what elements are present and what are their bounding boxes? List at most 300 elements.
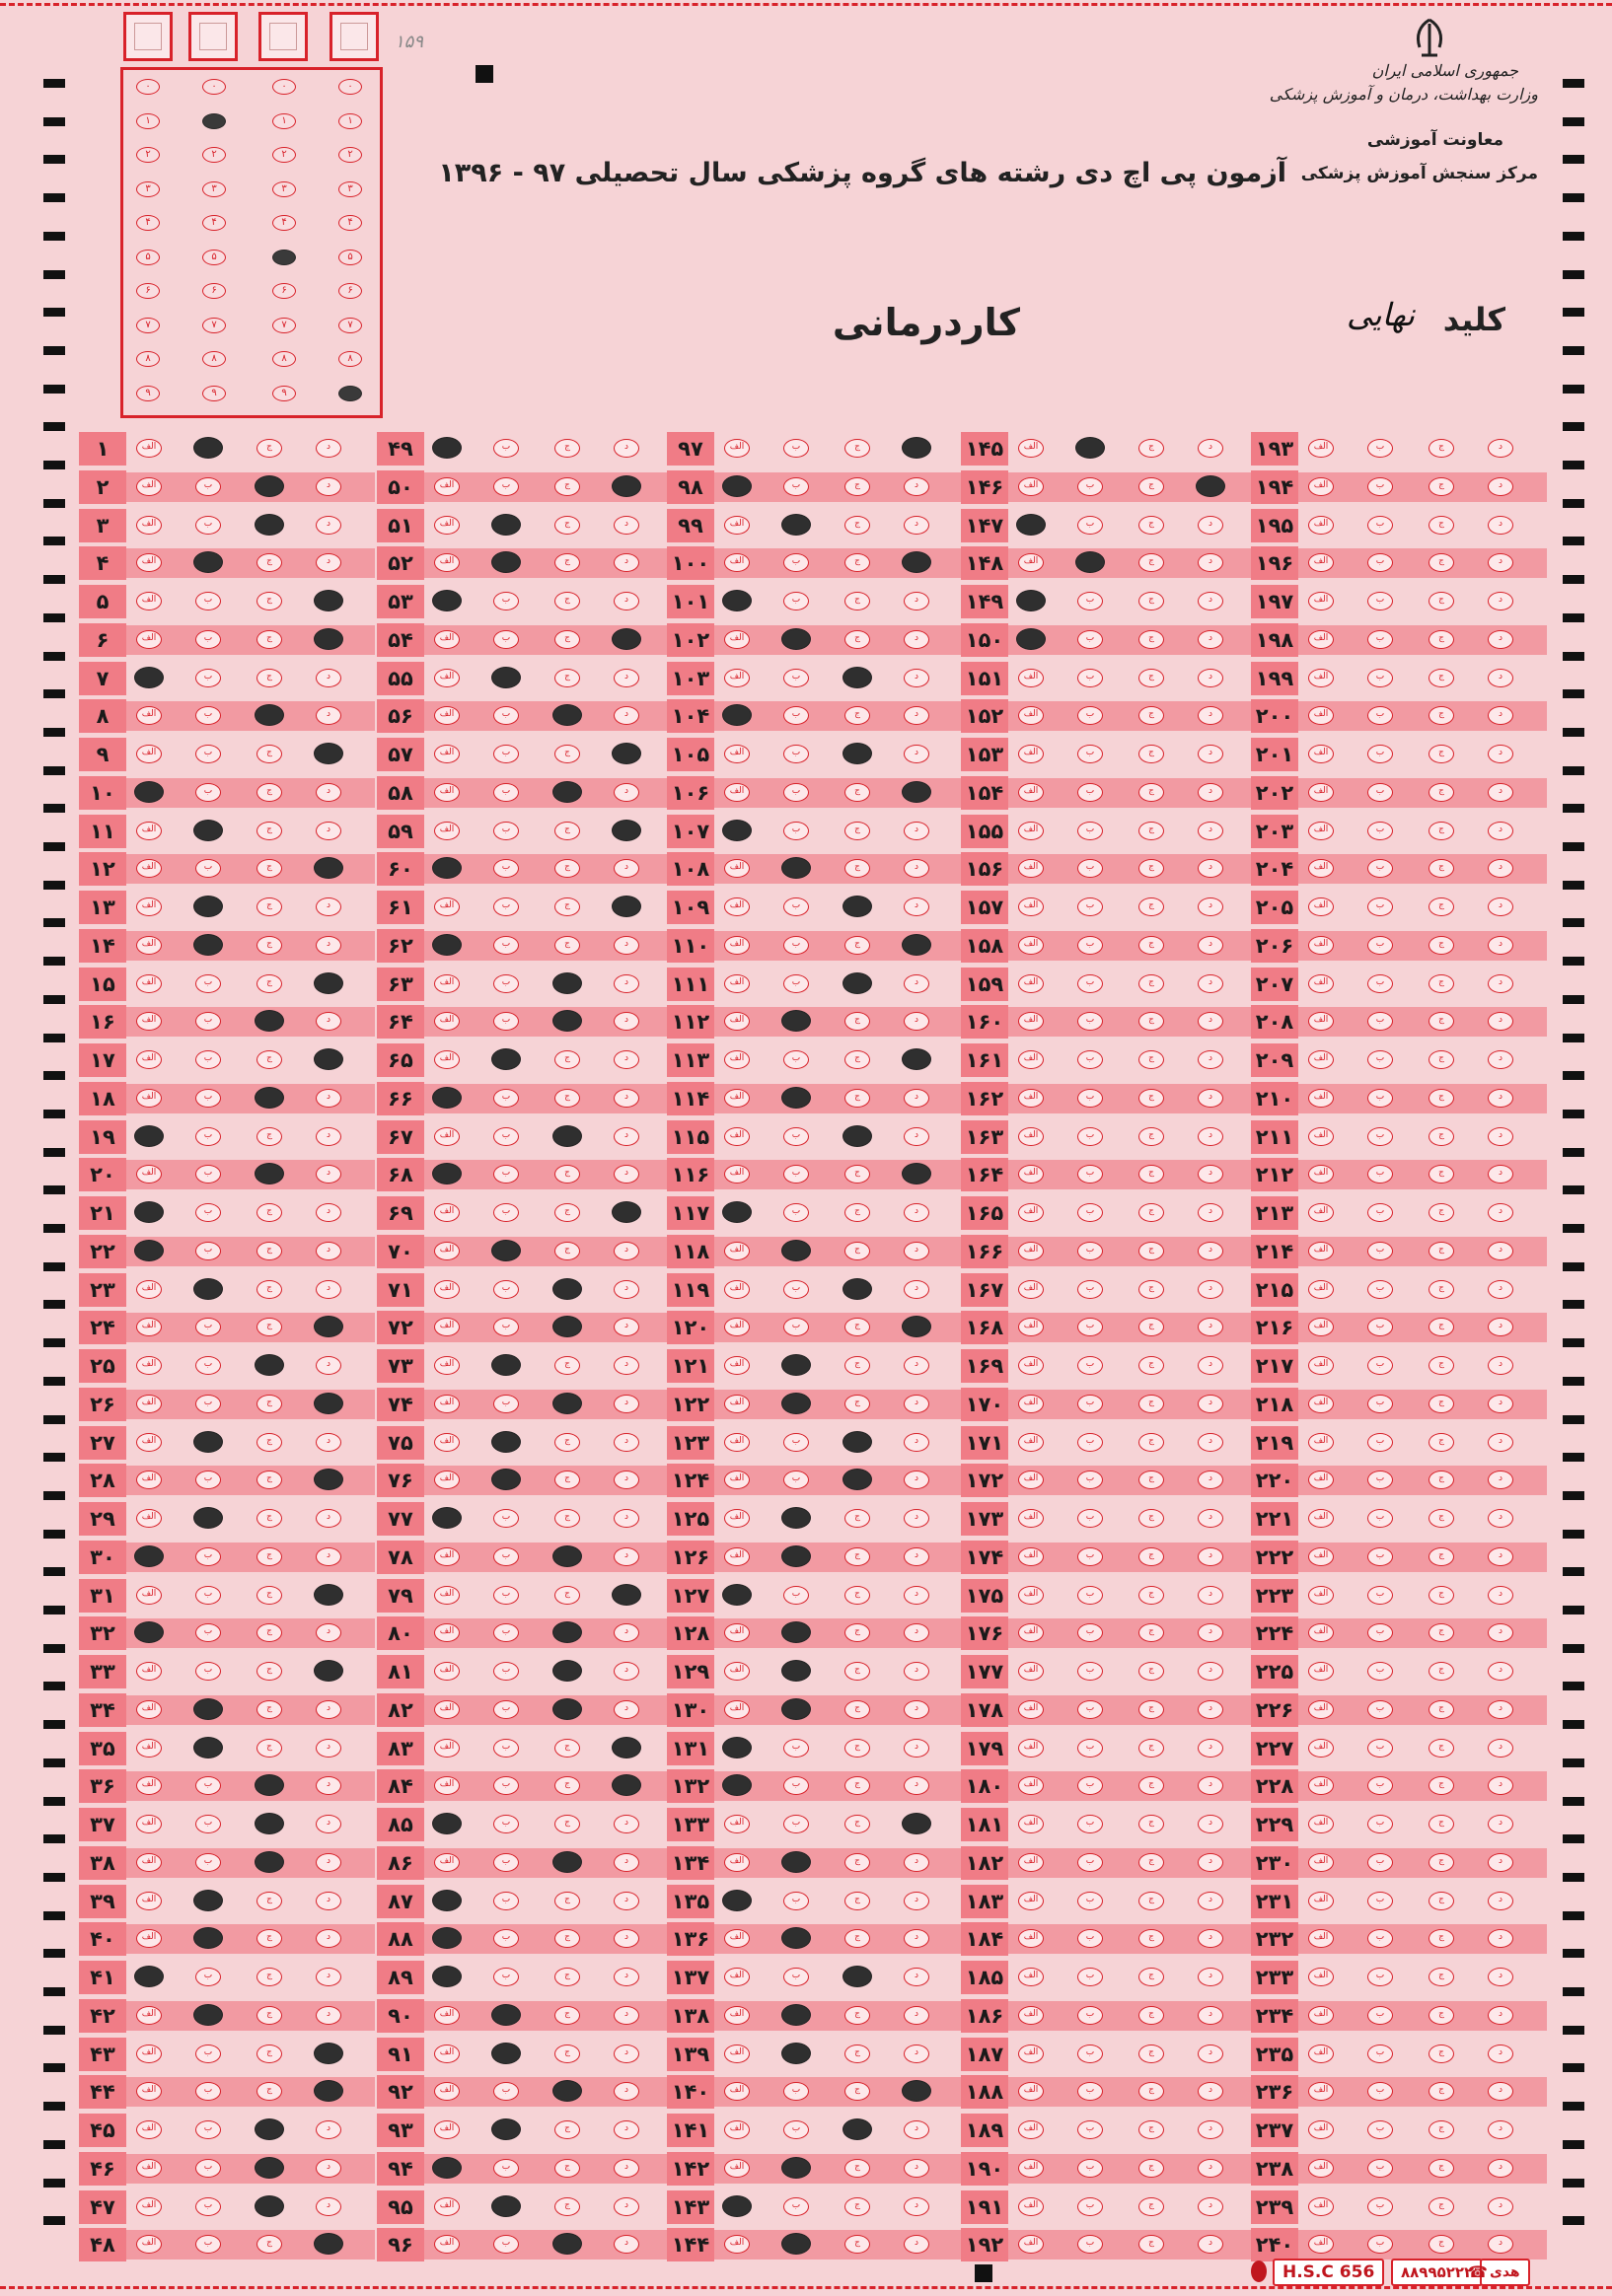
answer-bubble[interactable]: الف (1018, 859, 1044, 878)
answer-bubble[interactable]: ب (493, 1739, 519, 1758)
answer-bubble[interactable]: الف (136, 859, 162, 878)
answer-bubble[interactable] (781, 1507, 811, 1529)
answer-bubble[interactable]: د (1488, 1203, 1513, 1222)
answer-bubble[interactable]: د (1488, 439, 1513, 458)
answer-bubble[interactable]: ج (256, 1471, 282, 1489)
answer-bubble[interactable]: د (1488, 706, 1513, 725)
answer-bubble[interactable]: ب (1077, 1509, 1103, 1528)
answer-bubble[interactable]: الف (1308, 1623, 1334, 1642)
answer-bubble[interactable]: ب (493, 1012, 519, 1031)
answer-bubble[interactable]: د (1488, 2120, 1513, 2139)
answer-bubble[interactable]: ب (1077, 859, 1103, 878)
answer-bubble[interactable]: الف (1018, 439, 1044, 458)
answer-bubble[interactable]: د (614, 439, 639, 458)
answer-bubble[interactable] (552, 1545, 582, 1567)
answer-bubble[interactable]: ب (783, 2197, 809, 2216)
answer-bubble[interactable]: د (904, 974, 929, 993)
answer-bubble[interactable]: ب (1077, 1853, 1103, 1872)
code-digit-bubble[interactable]: ۸ (136, 351, 160, 367)
answer-bubble[interactable]: ب (493, 1509, 519, 1528)
answer-bubble[interactable]: الف (1018, 1547, 1044, 1566)
code-digit-bubble[interactable]: ۴ (202, 215, 226, 231)
answer-bubble[interactable] (432, 1966, 462, 1987)
answer-bubble[interactable]: د (614, 1471, 639, 1489)
answer-bubble[interactable]: د (1198, 745, 1223, 763)
answer-bubble[interactable]: ب (783, 1318, 809, 1336)
answer-bubble[interactable]: الف (1018, 1853, 1044, 1872)
answer-bubble[interactable]: الف (136, 1280, 162, 1299)
answer-bubble[interactable]: د (1488, 1853, 1513, 1872)
answer-bubble[interactable]: د (1488, 669, 1513, 687)
answer-bubble[interactable]: د (904, 1776, 929, 1795)
answer-bubble[interactable]: د (614, 1433, 639, 1452)
answer-bubble[interactable]: ب (1367, 2082, 1393, 2101)
answer-bubble[interactable]: ب (783, 706, 809, 725)
answer-bubble[interactable]: الف (1308, 1586, 1334, 1605)
answer-bubble[interactable]: الف (1308, 936, 1334, 955)
answer-bubble[interactable]: د (1488, 553, 1513, 572)
answer-bubble[interactable]: ب (783, 822, 809, 840)
answer-bubble[interactable]: الف (136, 2120, 162, 2139)
answer-bubble[interactable]: ج (844, 1700, 870, 1719)
answer-bubble[interactable]: ب (1077, 1586, 1103, 1605)
answer-bubble[interactable]: ب (783, 592, 809, 610)
answer-bubble[interactable]: ج (1138, 1280, 1164, 1299)
answer-bubble[interactable]: ب (1077, 2045, 1103, 2063)
answer-bubble[interactable]: ج (844, 1623, 870, 1642)
answer-bubble[interactable]: د (1488, 1356, 1513, 1375)
answer-bubble[interactable]: د (1488, 1700, 1513, 1719)
answer-bubble[interactable]: الف (1018, 1509, 1044, 1528)
answer-bubble[interactable]: ج (844, 630, 870, 649)
answer-bubble[interactable]: د (904, 1662, 929, 1681)
answer-bubble[interactable] (314, 1660, 343, 1682)
answer-bubble[interactable]: ج (1138, 2082, 1164, 2101)
answer-bubble[interactable] (612, 820, 641, 841)
answer-bubble[interactable]: ب (1367, 439, 1393, 458)
answer-bubble[interactable]: ج (1429, 1242, 1454, 1260)
answer-bubble[interactable]: د (316, 477, 341, 496)
answer-bubble[interactable] (314, 628, 343, 650)
answer-bubble[interactable]: الف (136, 1395, 162, 1413)
answer-bubble[interactable]: الف (724, 1089, 750, 1108)
answer-bubble[interactable] (902, 437, 931, 459)
answer-bubble[interactable]: ج (1138, 1242, 1164, 1260)
answer-bubble[interactable]: الف (724, 936, 750, 955)
answer-bubble[interactable]: د (614, 1623, 639, 1642)
answer-bubble[interactable]: الف (1308, 2045, 1334, 2063)
answer-bubble[interactable]: ج (1138, 2235, 1164, 2254)
answer-bubble[interactable]: الف (1308, 1776, 1334, 1795)
answer-bubble[interactable]: ب (1077, 1203, 1103, 1222)
answer-bubble[interactable]: ج (844, 477, 870, 496)
answer-bubble[interactable]: الف (1308, 1471, 1334, 1489)
answer-bubble[interactable]: ج (256, 1968, 282, 1986)
answer-bubble[interactable]: الف (1308, 1892, 1334, 1910)
answer-bubble[interactable]: الف (1308, 1433, 1334, 1452)
answer-bubble[interactable]: ج (256, 1127, 282, 1146)
answer-bubble[interactable]: ب (195, 783, 221, 802)
answer-bubble[interactable]: د (316, 553, 341, 572)
answer-bubble[interactable] (612, 896, 641, 917)
answer-bubble[interactable]: ج (1429, 1662, 1454, 1681)
answer-bubble[interactable]: الف (136, 1662, 162, 1681)
code-digit-bubble[interactable]: ۹ (136, 386, 160, 401)
answer-bubble[interactable]: الف (1308, 1662, 1334, 1681)
answer-bubble[interactable] (491, 667, 521, 688)
answer-bubble[interactable]: الف (434, 2197, 460, 2216)
answer-bubble[interactable] (781, 1240, 811, 1261)
answer-bubble[interactable]: ب (1367, 2045, 1393, 2063)
answer-bubble[interactable]: الف (434, 1662, 460, 1681)
answer-bubble[interactable]: د (904, 2159, 929, 2178)
answer-bubble[interactable]: الف (434, 1547, 460, 1566)
answer-bubble[interactable]: د (1488, 1929, 1513, 1948)
answer-bubble[interactable]: ب (1367, 1853, 1393, 1872)
answer-bubble[interactable]: ج (844, 1203, 870, 1222)
answer-bubble[interactable]: الف (1308, 1127, 1334, 1146)
answer-bubble[interactable]: ب (1367, 1012, 1393, 1031)
answer-bubble[interactable] (432, 2157, 462, 2179)
answer-bubble[interactable]: ج (1138, 439, 1164, 458)
answer-bubble[interactable]: ج (256, 592, 282, 610)
answer-bubble[interactable]: ب (1367, 1050, 1393, 1069)
answer-bubble[interactable]: ب (1077, 1700, 1103, 1719)
answer-bubble[interactable] (314, 972, 343, 994)
answer-bubble[interactable] (134, 1545, 164, 1567)
answer-bubble[interactable]: الف (434, 1203, 460, 1222)
answer-bubble[interactable]: د (316, 1968, 341, 1986)
answer-bubble[interactable]: الف (434, 1356, 460, 1375)
answer-bubble[interactable]: ب (195, 669, 221, 687)
answer-bubble[interactable]: الف (1018, 1395, 1044, 1413)
answer-bubble[interactable]: ب (493, 1586, 519, 1605)
answer-bubble[interactable]: د (1198, 592, 1223, 610)
answer-bubble[interactable]: الف (434, 1776, 460, 1795)
answer-bubble[interactable]: ب (1077, 1165, 1103, 1184)
code-digit-bubble[interactable]: ۳ (202, 181, 226, 197)
answer-bubble[interactable]: ب (1367, 1356, 1393, 1375)
answer-bubble[interactable]: الف (136, 1892, 162, 1910)
answer-bubble[interactable]: الف (1308, 477, 1334, 496)
answer-bubble[interactable]: الف (1308, 630, 1334, 649)
answer-bubble[interactable]: د (1198, 1395, 1223, 1413)
answer-bubble[interactable]: ب (1077, 1089, 1103, 1108)
answer-bubble[interactable]: الف (1308, 706, 1334, 725)
answer-bubble[interactable] (193, 2004, 223, 2026)
answer-bubble[interactable]: ج (844, 2159, 870, 2178)
answer-bubble[interactable]: د (1488, 1547, 1513, 1566)
answer-bubble[interactable]: ج (844, 936, 870, 955)
answer-bubble[interactable]: الف (1018, 1280, 1044, 1299)
answer-bubble[interactable]: الف (136, 516, 162, 535)
answer-bubble[interactable]: ب (783, 1471, 809, 1489)
answer-bubble[interactable]: الف (1018, 745, 1044, 763)
answer-bubble[interactable] (134, 1201, 164, 1223)
answer-bubble[interactable]: ب (493, 1280, 519, 1299)
answer-bubble[interactable]: د (904, 1356, 929, 1375)
answer-bubble[interactable]: د (1198, 1318, 1223, 1336)
answer-bubble[interactable]: ج (256, 822, 282, 840)
answer-bubble[interactable]: ب (1077, 2082, 1103, 2101)
answer-bubble[interactable] (255, 2157, 284, 2179)
answer-bubble[interactable]: د (904, 1280, 929, 1299)
answer-bubble[interactable]: الف (434, 974, 460, 993)
answer-bubble[interactable]: ج (1138, 936, 1164, 955)
answer-bubble[interactable]: ج (1429, 2197, 1454, 2216)
answer-bubble[interactable]: ج (1138, 669, 1164, 687)
answer-bubble[interactable]: ج (1138, 1853, 1164, 1872)
answer-bubble[interactable] (1075, 437, 1105, 459)
answer-bubble[interactable] (781, 514, 811, 536)
answer-bubble[interactable]: د (614, 2120, 639, 2139)
answer-bubble[interactable]: د (1488, 1623, 1513, 1642)
answer-bubble[interactable]: د (1198, 2159, 1223, 2178)
answer-bubble[interactable]: د (904, 2006, 929, 2025)
answer-bubble[interactable]: الف (434, 822, 460, 840)
answer-bubble[interactable]: الف (1308, 2082, 1334, 2101)
answer-bubble[interactable]: ج (1429, 2120, 1454, 2139)
answer-bubble[interactable]: الف (1018, 783, 1044, 802)
answer-bubble[interactable]: ب (195, 1395, 221, 1413)
answer-bubble[interactable]: ب (493, 1662, 519, 1681)
answer-bubble[interactable]: ب (1077, 936, 1103, 955)
answer-bubble[interactable]: ج (256, 1547, 282, 1566)
answer-bubble[interactable]: د (1488, 2159, 1513, 2178)
answer-bubble[interactable] (612, 628, 641, 650)
answer-bubble[interactable]: د (316, 706, 341, 725)
answer-bubble[interactable]: ب (1367, 2159, 1393, 2178)
answer-bubble[interactable]: ب (1077, 1815, 1103, 1833)
answer-bubble[interactable]: ب (493, 592, 519, 610)
code-digit-bubble[interactable]: ۰ (136, 79, 160, 95)
code-digit-bubble[interactable]: ۴ (338, 215, 362, 231)
answer-bubble[interactable]: د (1198, 897, 1223, 916)
answer-bubble[interactable]: ب (1367, 2120, 1393, 2139)
answer-bubble[interactable]: الف (1018, 553, 1044, 572)
code-digit-bubble[interactable]: ۵ (202, 250, 226, 265)
answer-bubble[interactable]: الف (724, 1280, 750, 1299)
answer-bubble[interactable]: ب (195, 974, 221, 993)
answer-bubble[interactable] (491, 1240, 521, 1261)
answer-bubble[interactable]: ج (844, 1776, 870, 1795)
answer-bubble[interactable]: الف (434, 669, 460, 687)
answer-bubble[interactable]: ب (493, 1547, 519, 1566)
answer-bubble[interactable]: ج (844, 2045, 870, 2063)
answer-bubble[interactable] (781, 1660, 811, 1682)
answer-bubble[interactable] (314, 1048, 343, 1070)
answer-bubble[interactable] (491, 1431, 521, 1453)
answer-bubble[interactable]: ب (195, 1968, 221, 1986)
answer-bubble[interactable]: الف (136, 1929, 162, 1948)
answer-bubble[interactable]: ب (493, 1203, 519, 1222)
answer-bubble[interactable]: الف (724, 1356, 750, 1375)
answer-bubble[interactable]: الف (434, 1318, 460, 1336)
answer-bubble[interactable]: الف (136, 745, 162, 763)
answer-bubble[interactable]: ب (195, 1662, 221, 1681)
answer-bubble[interactable]: د (614, 516, 639, 535)
answer-bubble[interactable]: ج (554, 1165, 580, 1184)
answer-bubble[interactable]: الف (434, 2082, 460, 2101)
answer-bubble[interactable]: الف (1308, 669, 1334, 687)
answer-bubble[interactable] (902, 1048, 931, 1070)
answer-bubble[interactable]: الف (1308, 553, 1334, 572)
answer-bubble[interactable]: الف (1018, 1356, 1044, 1375)
answer-bubble[interactable]: ب (1077, 1662, 1103, 1681)
answer-bubble[interactable]: الف (724, 1968, 750, 1986)
answer-bubble[interactable]: ب (195, 859, 221, 878)
answer-bubble[interactable]: ج (1138, 1739, 1164, 1758)
answer-bubble[interactable]: الف (724, 1395, 750, 1413)
answer-bubble[interactable]: الف (136, 1815, 162, 1833)
answer-bubble[interactable]: ج (1429, 1929, 1454, 1948)
answer-bubble[interactable]: الف (1308, 516, 1334, 535)
answer-bubble[interactable]: ج (1429, 2159, 1454, 2178)
answer-bubble[interactable]: ب (1077, 1356, 1103, 1375)
answer-bubble[interactable]: الف (434, 706, 460, 725)
answer-bubble[interactable]: ب (1367, 859, 1393, 878)
answer-bubble[interactable]: الف (434, 783, 460, 802)
answer-bubble[interactable]: الف (724, 1700, 750, 1719)
answer-bubble[interactable]: الف (136, 897, 162, 916)
answer-bubble[interactable]: الف (136, 2235, 162, 2254)
answer-bubble[interactable]: د (1198, 2235, 1223, 2254)
answer-bubble[interactable]: د (614, 1395, 639, 1413)
answer-bubble[interactable]: ج (1429, 553, 1454, 572)
answer-bubble[interactable]: الف (1018, 1739, 1044, 1758)
answer-bubble[interactable]: ج (1429, 1318, 1454, 1336)
answer-bubble[interactable]: د (1198, 2197, 1223, 2216)
answer-bubble[interactable]: ج (1138, 1089, 1164, 1108)
answer-bubble[interactable]: ب (1077, 592, 1103, 610)
answer-bubble[interactable]: ب (493, 706, 519, 725)
answer-bubble[interactable]: الف (136, 1853, 162, 1872)
answer-bubble[interactable]: ب (1077, 974, 1103, 993)
answer-bubble[interactable]: ج (1429, 516, 1454, 535)
answer-bubble[interactable]: ب (1367, 1280, 1393, 1299)
answer-bubble[interactable]: الف (136, 1165, 162, 1184)
answer-bubble[interactable]: ب (195, 1012, 221, 1031)
answer-bubble[interactable]: ج (1429, 822, 1454, 840)
answer-bubble[interactable]: ب (783, 783, 809, 802)
answer-bubble[interactable]: الف (724, 1012, 750, 1031)
answer-bubble[interactable]: الف (434, 2120, 460, 2139)
answer-bubble[interactable] (552, 972, 582, 994)
answer-bubble[interactable]: د (614, 2045, 639, 2063)
answer-bubble[interactable]: الف (1308, 1050, 1334, 1069)
code-digit-bubble[interactable]: ۳ (338, 181, 362, 197)
answer-bubble[interactable]: ج (1429, 630, 1454, 649)
answer-bubble[interactable]: الف (434, 553, 460, 572)
answer-bubble[interactable]: د (1198, 1127, 1223, 1146)
answer-bubble[interactable]: الف (1018, 2045, 1044, 2063)
answer-bubble[interactable]: ج (1429, 439, 1454, 458)
answer-bubble[interactable]: ج (554, 1433, 580, 1452)
answer-bubble[interactable] (1016, 514, 1046, 536)
answer-bubble[interactable]: ج (554, 2120, 580, 2139)
answer-bubble[interactable]: ب (493, 439, 519, 458)
answer-bubble[interactable]: د (904, 2235, 929, 2254)
answer-bubble[interactable] (314, 2043, 343, 2064)
answer-bubble[interactable]: ج (554, 1586, 580, 1605)
answer-bubble[interactable]: ج (1429, 1280, 1454, 1299)
answer-bubble[interactable]: د (904, 1623, 929, 1642)
answer-bubble[interactable]: ج (554, 1892, 580, 1910)
answer-bubble[interactable]: ب (783, 1815, 809, 1833)
answer-bubble[interactable]: ج (256, 1203, 282, 1222)
answer-bubble[interactable]: الف (434, 1242, 460, 1260)
answer-bubble[interactable]: الف (434, 1050, 460, 1069)
answer-bubble[interactable]: د (1488, 477, 1513, 496)
answer-bubble[interactable]: ب (493, 859, 519, 878)
answer-bubble[interactable]: ج (1429, 1127, 1454, 1146)
answer-bubble[interactable]: ج (1429, 477, 1454, 496)
answer-bubble[interactable]: ب (195, 1853, 221, 1872)
answer-bubble[interactable]: الف (724, 439, 750, 458)
answer-bubble[interactable]: د (614, 2159, 639, 2178)
answer-bubble[interactable]: ب (195, 2235, 221, 2254)
answer-bubble[interactable]: ج (844, 706, 870, 725)
answer-bubble[interactable]: ج (554, 553, 580, 572)
answer-bubble[interactable]: ج (256, 1892, 282, 1910)
answer-bubble[interactable]: ب (783, 1050, 809, 1069)
answer-bubble[interactable]: ج (844, 1853, 870, 1872)
answer-bubble[interactable]: الف (434, 2045, 460, 2063)
answer-bubble[interactable]: ج (844, 1662, 870, 1681)
answer-bubble[interactable]: ج (554, 2006, 580, 2025)
answer-bubble[interactable]: د (614, 1509, 639, 1528)
answer-bubble[interactable]: الف (1308, 1815, 1334, 1833)
answer-bubble[interactable]: الف (1308, 1395, 1334, 1413)
answer-bubble[interactable]: د (614, 1242, 639, 1260)
answer-bubble[interactable]: د (1488, 2235, 1513, 2254)
answer-bubble[interactable]: د (614, 553, 639, 572)
answer-bubble[interactable]: ج (1429, 1165, 1454, 1184)
answer-bubble[interactable]: ج (1138, 1050, 1164, 1069)
answer-bubble[interactable] (552, 1125, 582, 1147)
answer-bubble[interactable] (612, 1584, 641, 1606)
code-digit-bubble[interactable]: ۲ (338, 147, 362, 163)
code-digit-bubble[interactable]: ۱ (338, 113, 362, 129)
answer-bubble[interactable] (432, 1890, 462, 1911)
answer-bubble[interactable] (722, 2195, 752, 2217)
answer-bubble[interactable] (432, 934, 462, 956)
answer-bubble[interactable] (843, 896, 872, 917)
answer-bubble[interactable]: ب (493, 477, 519, 496)
answer-bubble[interactable]: د (904, 1395, 929, 1413)
answer-bubble[interactable]: ج (256, 1395, 282, 1413)
answer-bubble[interactable]: د (316, 936, 341, 955)
answer-bubble[interactable]: ب (195, 1127, 221, 1146)
answer-bubble[interactable]: د (614, 936, 639, 955)
answer-bubble[interactable]: الف (1018, 1929, 1044, 1948)
answer-bubble[interactable]: ب (1077, 745, 1103, 763)
answer-bubble[interactable]: ب (783, 669, 809, 687)
answer-bubble[interactable] (552, 1278, 582, 1300)
answer-bubble[interactable]: ب (195, 1089, 221, 1108)
answer-bubble[interactable] (134, 667, 164, 688)
answer-bubble[interactable]: د (316, 1929, 341, 1948)
answer-bubble[interactable]: ج (256, 1242, 282, 1260)
answer-bubble[interactable]: ب (195, 1203, 221, 1222)
answer-bubble[interactable]: ب (1367, 592, 1393, 610)
answer-bubble[interactable] (193, 437, 223, 459)
answer-bubble[interactable]: د (1198, 1356, 1223, 1375)
answer-bubble[interactable]: ج (1138, 592, 1164, 610)
answer-bubble[interactable]: الف (724, 516, 750, 535)
answer-bubble[interactable]: د (316, 1509, 341, 1528)
answer-bubble[interactable]: الف (724, 1242, 750, 1260)
